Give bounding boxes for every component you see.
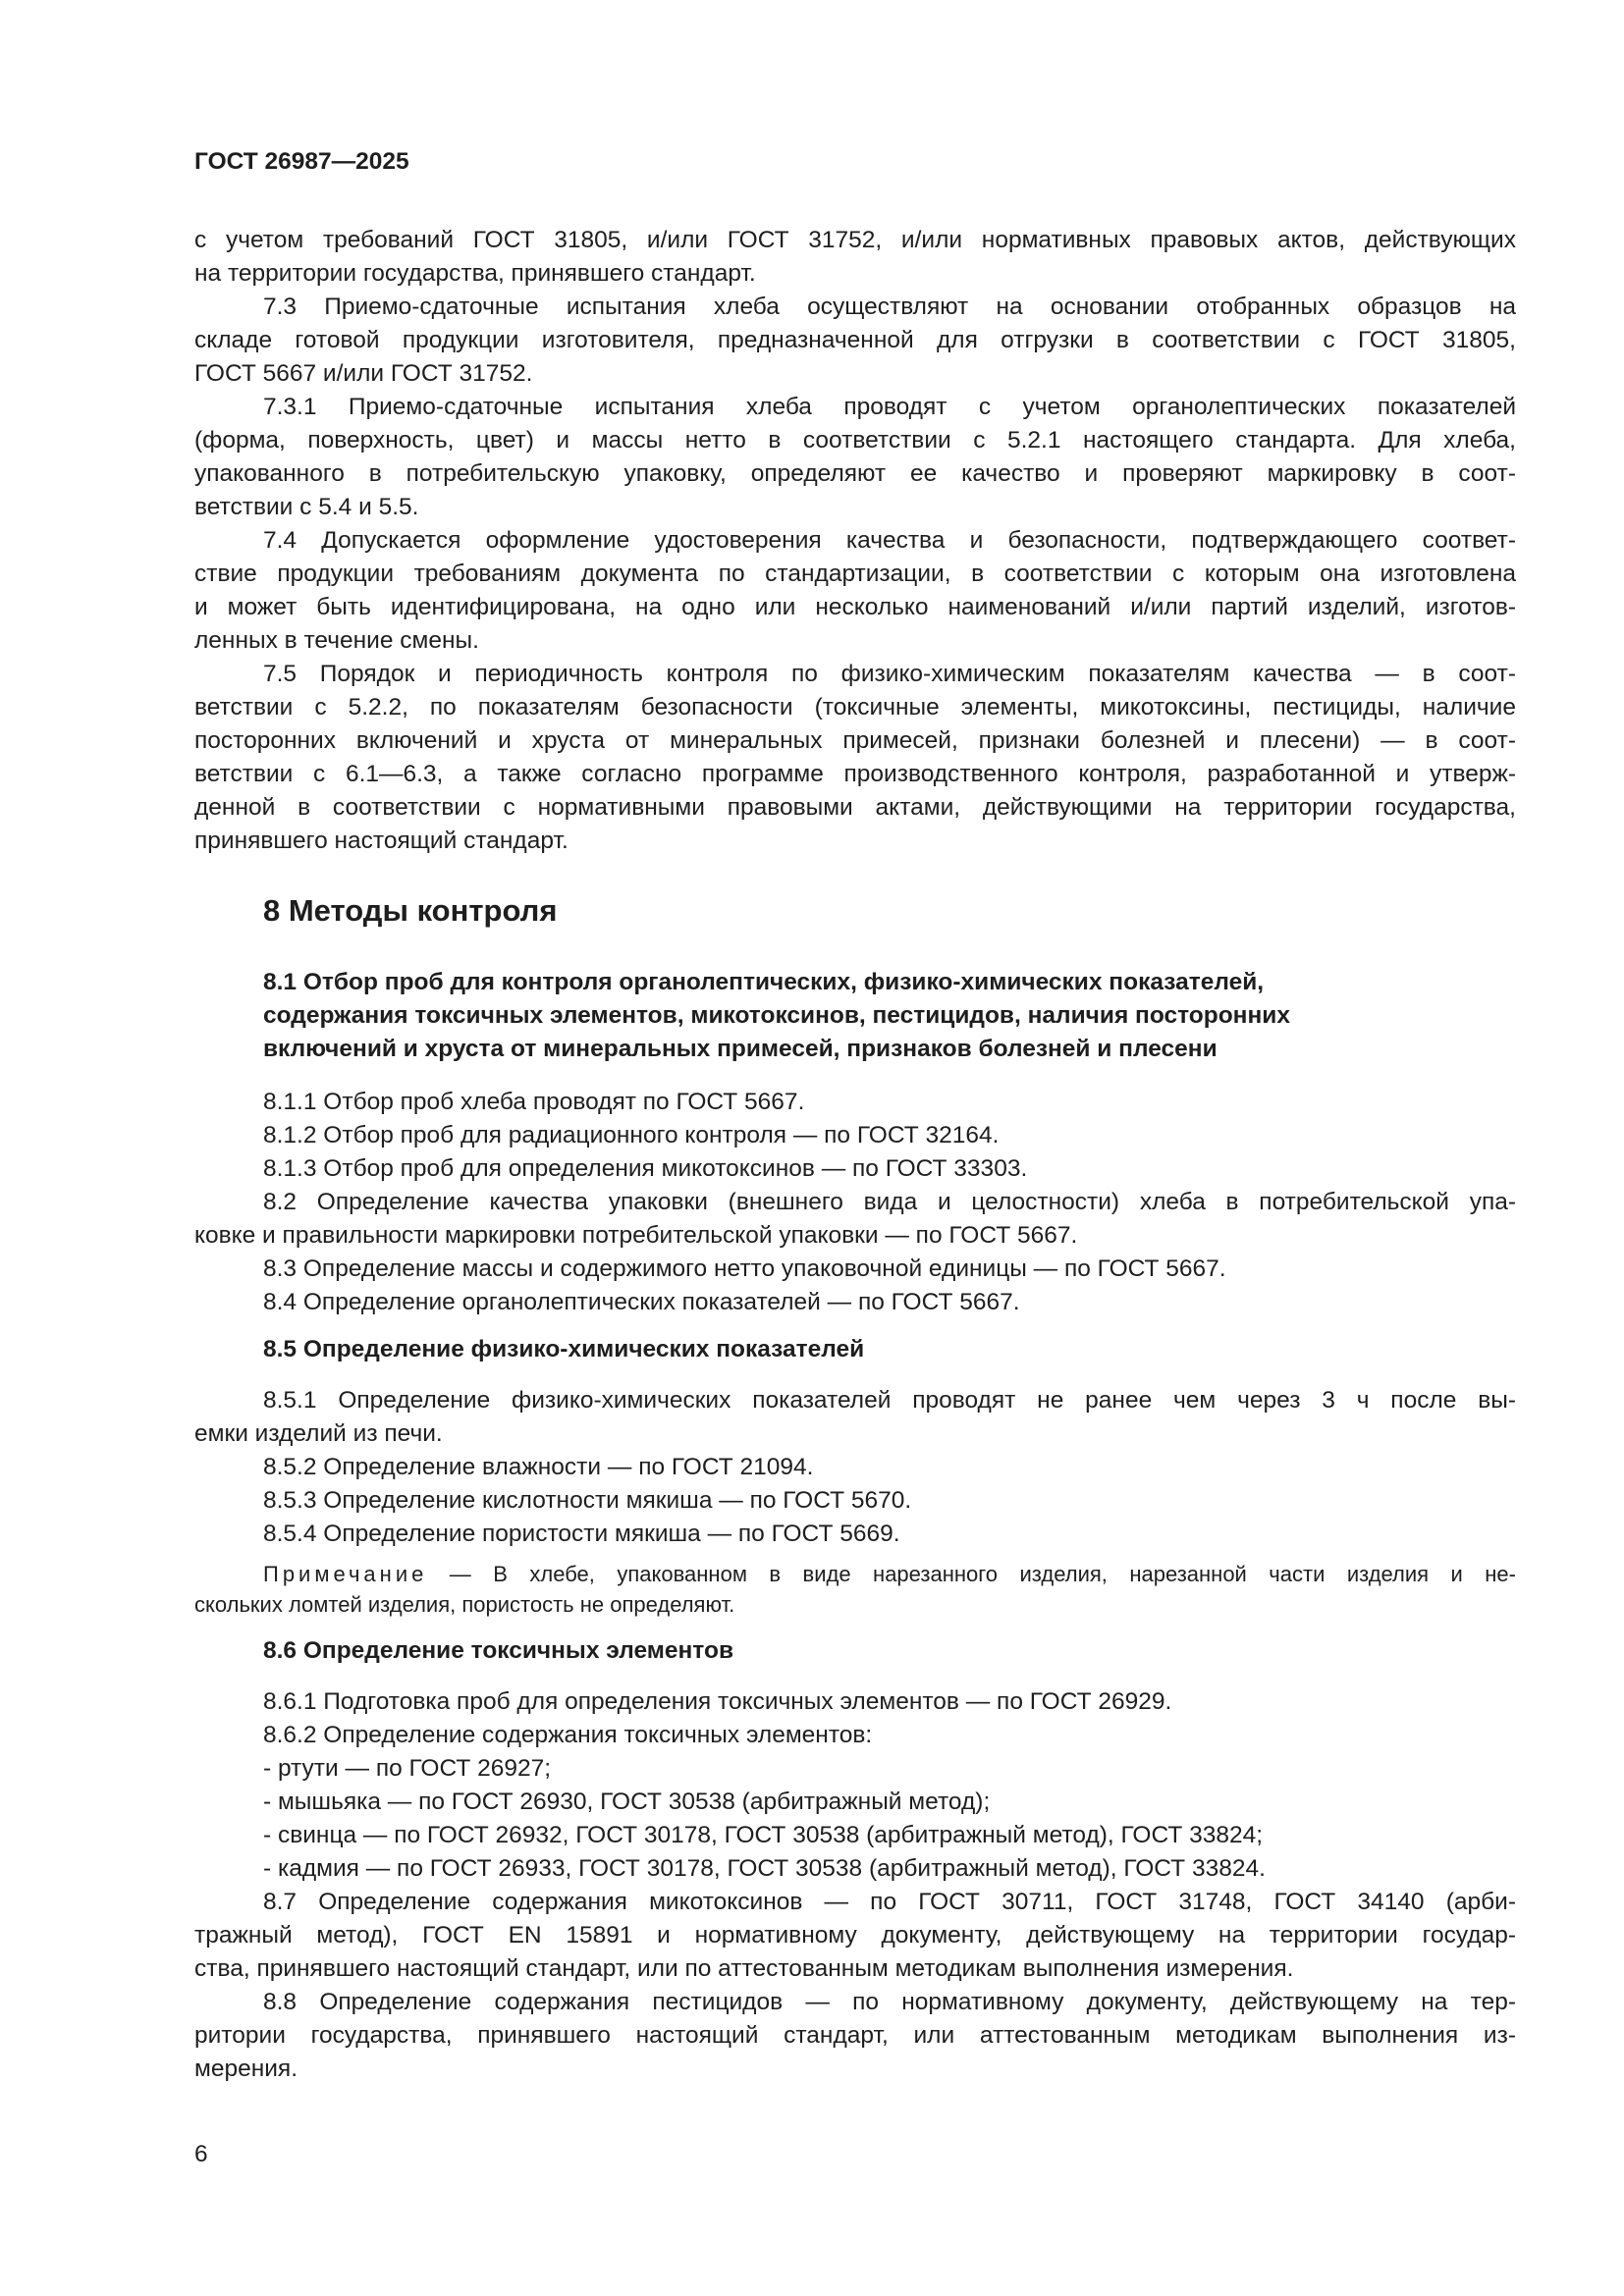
paragraph-7-3: 7.3 Приемо-сдаточные испытания хлеба осуществляют на основании отобранных образцов на (263, 294, 1516, 320)
paragraph-8-4: 8.4 Определение органолептических показателей — по ГОСТ 5667. (263, 1289, 1020, 1315)
list-item: - кадмия — по ГОСТ 26933, ГОСТ 30178, ГОСТ 30538 (арбитражный метод), ГОСТ 33824. (263, 1855, 1266, 1882)
text-line: емки изделий из печи. (194, 1420, 443, 1447)
text-line: ГОСТ 5667 и/или ГОСТ 31752. (194, 360, 533, 387)
paragraph-8-3: 8.3 Определение массы и содержимого нетто упаковочной единицы — по ГОСТ 5667. (263, 1255, 1226, 1282)
subsection-heading-8-1: включений и хруста от минеральных примесей, признаков болезней и плесени (263, 1036, 1218, 1062)
paragraph-8-5-3: 8.5.3 Определение кислотности мякиша — по ГОСТ 5670. (263, 1487, 912, 1514)
text-line: ритории государства, принявшего настоящий стандарт, или аттестованным методикам выполнения из- (194, 2022, 1516, 2049)
note-text: — В хлебе, упакованном в виде нарезанного изделия, нарезанной части изделия и не- (427, 1562, 1516, 1586)
paragraph-8-1-2: 8.1.2 Отбор проб для радиационного контроля — по ГОСТ 32164. (263, 1122, 1000, 1148)
text-line: и может быть идентифицирована, на одно или несколько наименований и/или партий изделий, изготов- (194, 594, 1516, 620)
text-line: мерения. (194, 2056, 298, 2082)
text-line: принявшего настоящий стандарт. (194, 828, 568, 854)
text-line: ветствии с 5.4 и 5.5. (194, 494, 419, 520)
list-item: - свинца — по ГОСТ 26932, ГОСТ 30178, ГОСТ 30538 (арбитражный метод), ГОСТ 33824; (263, 1822, 1264, 1848)
text-line: с учетом требований ГОСТ 31805, и/или ГОСТ 31752, и/или нормативных правовых актов, действующих (194, 227, 1516, 253)
subsection-heading-8-6: 8.6 Определение токсичных элементов (263, 1637, 734, 1664)
paragraph-8-6-1: 8.6.1 Подготовка проб для определения токсичных элементов — по ГОСТ 26929. (263, 1688, 1172, 1715)
note-label: Примечание (263, 1562, 428, 1586)
paragraph-8-5-4: 8.5.4 Определение пористости мякиша — по ГОСТ 5669. (263, 1521, 900, 1547)
text-line: тражный метод), ГОСТ EN 15891 и нормативному документу, действующему на территории государ- (194, 1922, 1516, 1949)
paragraph-8-1-3: 8.1.3 Отбор проб для определения микотоксинов — по ГОСТ 33303. (263, 1155, 1028, 1182)
text-line: ленных в течение смены. (194, 627, 479, 654)
list-item: - мышьяка — по ГОСТ 26930, ГОСТ 30538 (арбитражный метод); (263, 1789, 991, 1815)
text-line: ствие продукции требованиям документа по стандартизации, в соответствии с которым она изготовлена (194, 561, 1516, 587)
text-line: ковке и правильности маркировки потребительской упаковки — по ГОСТ 5667. (194, 1222, 1078, 1249)
paragraph-7-5: 7.5 Порядок и периодичность контроля по физико-химическим показателям качества — в соот- (263, 661, 1516, 687)
text-line: на территории государства, принявшего стандарт. (194, 260, 756, 287)
document-header: ГОСТ 26987—2025 (194, 148, 409, 175)
text-line: складе готовой продукции изготовителя, предназначенной для отгрузки в соответствии с ГОСТ 31805, (194, 327, 1516, 353)
text-line: денной в соответствии с нормативными правовыми актами, действующими на территории государства, (194, 794, 1516, 821)
paragraph-8-1-1: 8.1.1 Отбор проб хлеба проводят по ГОСТ 5667. (263, 1089, 805, 1115)
paragraph-8-8: 8.8 Определение содержания пестицидов — по нормативному документу, действующему на тер- (263, 1989, 1516, 2015)
subsection-heading-8-1: содержания токсичных элементов, микотоксинов, пестицидов, наличия посторонних (263, 1002, 1290, 1029)
note (263, 1561, 1516, 1587)
text-line: ветствии с 6.1—6.3, а также согласно программе производственного контроля, разработанной и утверж- (194, 761, 1516, 787)
subsection-heading-8-1: 8.1 Отбор проб для контроля органолептических, физико-химических показателей, (263, 969, 1265, 995)
section-title: 8 Методы контроля (263, 893, 558, 928)
paragraph-7-4: 7.4 Допускается оформление удостоверения качества и безопасности, подтверждающего соответ- (263, 527, 1516, 554)
text-line: ства, принявшего настоящий стандарт, или по аттестованным методикам выполнения измерения. (194, 1955, 1294, 1982)
paragraph-7-3-1: 7.3.1 Приемо-сдаточные испытания хлеба проводят с учетом органолептических показателей (263, 394, 1516, 420)
subsection-heading-8-5: 8.5 Определение физико-химических показателей (263, 1336, 865, 1362)
paragraph-8-7: 8.7 Определение содержания микотоксинов — по ГОСТ 30711, ГОСТ 31748, ГОСТ 34140 (арби- (263, 1889, 1516, 1915)
paragraph-8-5-2: 8.5.2 Определение влажности — по ГОСТ 21094. (263, 1454, 814, 1480)
text-line: ветствии с 5.2.2, по показателям безопасности (токсичные элементы, микотоксины, пестициды, наличие (194, 694, 1516, 721)
text-line: (форма, поверхность, цвет) и массы нетто в соответствии с 5.2.1 настоящего стандарта. Для хлеба, (194, 427, 1516, 454)
paragraph-8-6-2: 8.6.2 Определение содержания токсичных элементов: (263, 1722, 873, 1748)
list-item: - ртути — по ГОСТ 26927; (263, 1755, 552, 1782)
text-line: упакованного в потребительскую упаковку, определяют ее качество и проверяют маркировку в соот- (194, 460, 1516, 487)
text-line: посторонних включений и хруста от минеральных примесей, признаки болезней и плесени) — в соот- (194, 727, 1516, 754)
paragraph-8-2: 8.2 Определение качества упаковки (внешнего вида и целостности) хлеба в потребительской упа- (263, 1189, 1516, 1215)
page-number: 6 (194, 2141, 208, 2167)
note-text: скольких ломтей изделия, пористость не определяют. (194, 1592, 735, 1617)
paragraph-8-5-1: 8.5.1 Определение физико-химических показателей проводят не ранее чем через 3 ч после вы- (263, 1387, 1516, 1414)
